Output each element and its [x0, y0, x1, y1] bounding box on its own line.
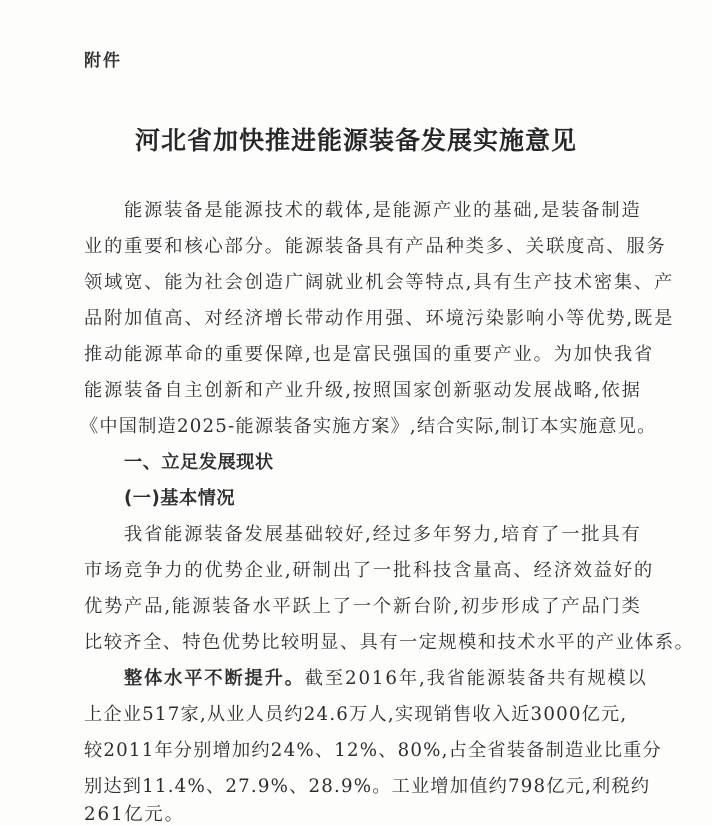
paragraph-text: 截至2016年,我省能源装备共有规模以: [304, 668, 648, 689]
paragraph-line: 能源装备自主创新和产业升级,按照国家创新驱动发展战略,依据: [84, 380, 642, 401]
paragraph-line: 比较齐全、特色优势比较明显、具有一定规模和技术水平的产业体系。: [84, 632, 695, 653]
attachment-label: 附件: [84, 51, 122, 71]
paragraph-line: 能源装备是能源技术的载体,是能源产业的基础,是装备制造: [124, 200, 642, 221]
section-heading: 一、立足发展现状: [124, 452, 274, 473]
paragraph-line: 推动能源革命的重要保障,也是富民强国的重要产业。为加快我省: [84, 344, 655, 365]
subsection-heading: (一)基本情况: [124, 488, 236, 509]
paragraph-line: 市场竞争力的优势企业,研制出了一批科技含量高、经济效益好的: [84, 560, 655, 581]
paragraph-line: [124, 664, 648, 690]
document-title: 河北省加快推进能源装备发展实施意见: [134, 126, 577, 155]
paragraph-line: 上企业517家,从业人员约24.6万人,实现销售收入近3000亿元,: [84, 704, 628, 725]
paragraph-line: 《中国制造2025-能源装备实施方案》,结合实际,制订本实施意见。: [80, 416, 657, 437]
paragraph-line: 业的重要和核心部分。能源装备具有产品种类多、关联度高、服务: [84, 236, 667, 257]
paragraph-line: 领域宽、能为社会创造广阔就业机会等特点,具有生产技术密集、产: [84, 272, 675, 293]
paragraph-line: 品附加值高、对经济增长带动作用强、环境污染影响小等优势,既是: [84, 308, 675, 329]
paragraph-line: 我省能源装备发展基础较好,经过多年努力,培育了一批具有: [124, 524, 642, 545]
paragraph-line: 别达到11.4%、27.9%、28.9%。工业增加值约798亿元,利税约: [84, 776, 651, 797]
paragraph-line: 优势产品,能源装备水平跃上了一个新台阶,初步形成了产品门类: [84, 596, 642, 617]
paragraph-line: 较2011年分别增加约24%、12%、80%,占全省装备制造业比重分: [84, 740, 662, 761]
paragraph-line: 261亿元。: [84, 804, 185, 825]
lead-phrase: 整体水平不断提升。: [124, 668, 305, 689]
